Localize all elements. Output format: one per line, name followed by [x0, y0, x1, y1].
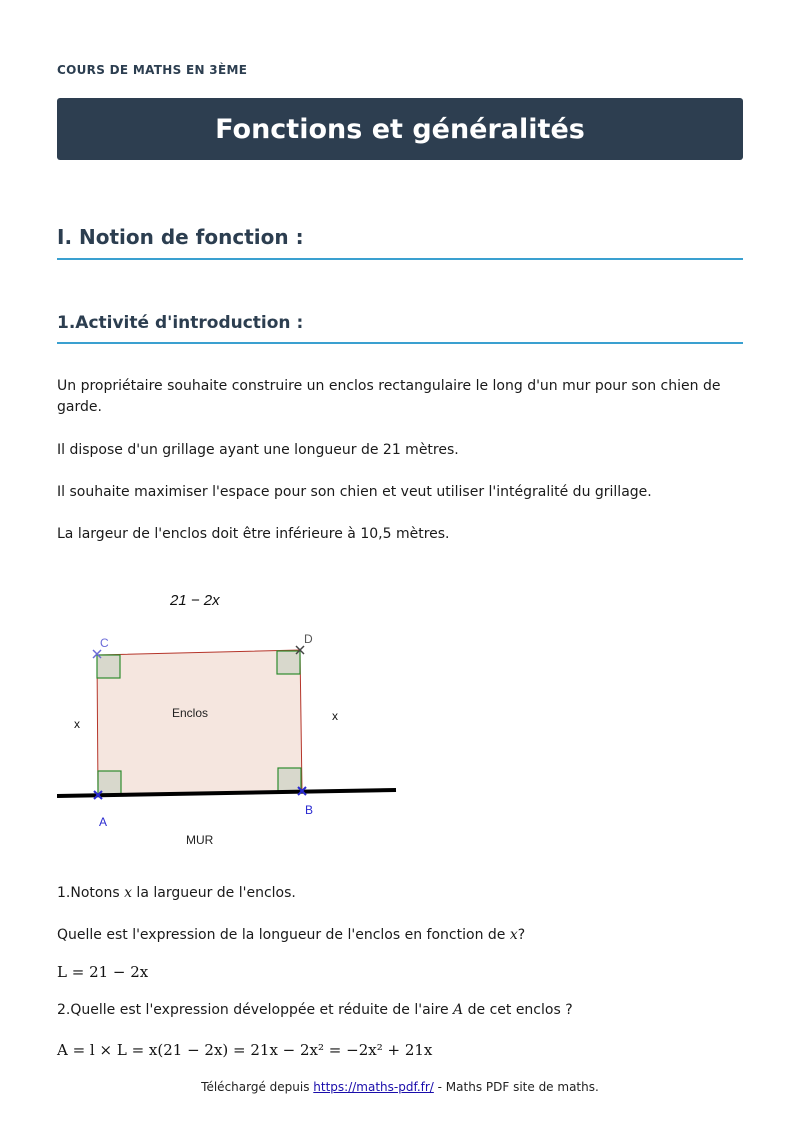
course-label: COURS DE MATHS EN 3ÈME: [57, 63, 248, 77]
footer-link[interactable]: https://maths-pdf.fr/: [313, 1080, 434, 1094]
question-1-ask-text: Quelle est l'expression de la longueur de l'enclos en fonction de: [57, 927, 510, 943]
enclos-diagram: [57, 585, 402, 855]
point-c-label: C: [100, 636, 109, 650]
variable-x: x: [509, 927, 518, 943]
point-d-label: D: [304, 632, 313, 646]
wall-label: MUR: [186, 833, 214, 847]
question-2-text: 2.Quelle est l'expression développée et réduite de l'aire: [57, 1002, 454, 1018]
paragraph-grillage: Il dispose d'un grillage ayant une longueur de 21 mètres.: [57, 442, 459, 458]
question-1: [57, 883, 747, 904]
footer: [0, 1080, 800, 1094]
variable-a: A: [453, 1002, 464, 1018]
subsection-heading: 1.Activité d'introduction :: [57, 313, 743, 344]
question-1-ask-end: ?: [517, 927, 526, 943]
paragraph-largeur: La largeur de l'enclos doit être inférieure à 10,5 mètres.: [57, 526, 450, 542]
footer-prefix: Téléchargé depuis: [201, 1080, 314, 1094]
enclos-figure: [57, 585, 402, 855]
point-b-label: B: [305, 803, 314, 817]
question-2: [57, 1000, 747, 1021]
page-title: Fonctions et généralités: [57, 98, 743, 160]
footer-suffix: - Maths PDF site de maths.: [433, 1080, 599, 1094]
width-left-label: x: [74, 717, 80, 731]
answer-1: L = 21 − 2x: [57, 963, 149, 981]
answer-2: A = l × L = x(21 − 2x) = 21x − 2x² = −2x² + 21x: [57, 1041, 433, 1059]
question-1-text-end: la largueur de l'enclos.: [131, 885, 296, 901]
section-heading: I. Notion de fonction :: [57, 225, 743, 260]
point-a-label: A: [99, 815, 108, 829]
enclos-label: Enclos: [172, 706, 209, 720]
question-1-text: 1.Notons: [57, 885, 125, 901]
paragraph-maximiser: Il souhaite maximiser l'espace pour son chien et veut utiliser l'intégralité du grillage.: [57, 484, 652, 500]
width-right-label: x: [332, 709, 338, 723]
variable-x: x: [124, 885, 132, 901]
question-2-text-end: de cet enclos ?: [463, 1002, 573, 1018]
question-1-ask: [57, 925, 747, 946]
length-expression: 21 − 2x: [170, 592, 220, 609]
paragraph-intro: Un propriétaire souhaite construire un enclos rectangulaire le long d'un mur pour son chien de garde.: [57, 378, 721, 415]
